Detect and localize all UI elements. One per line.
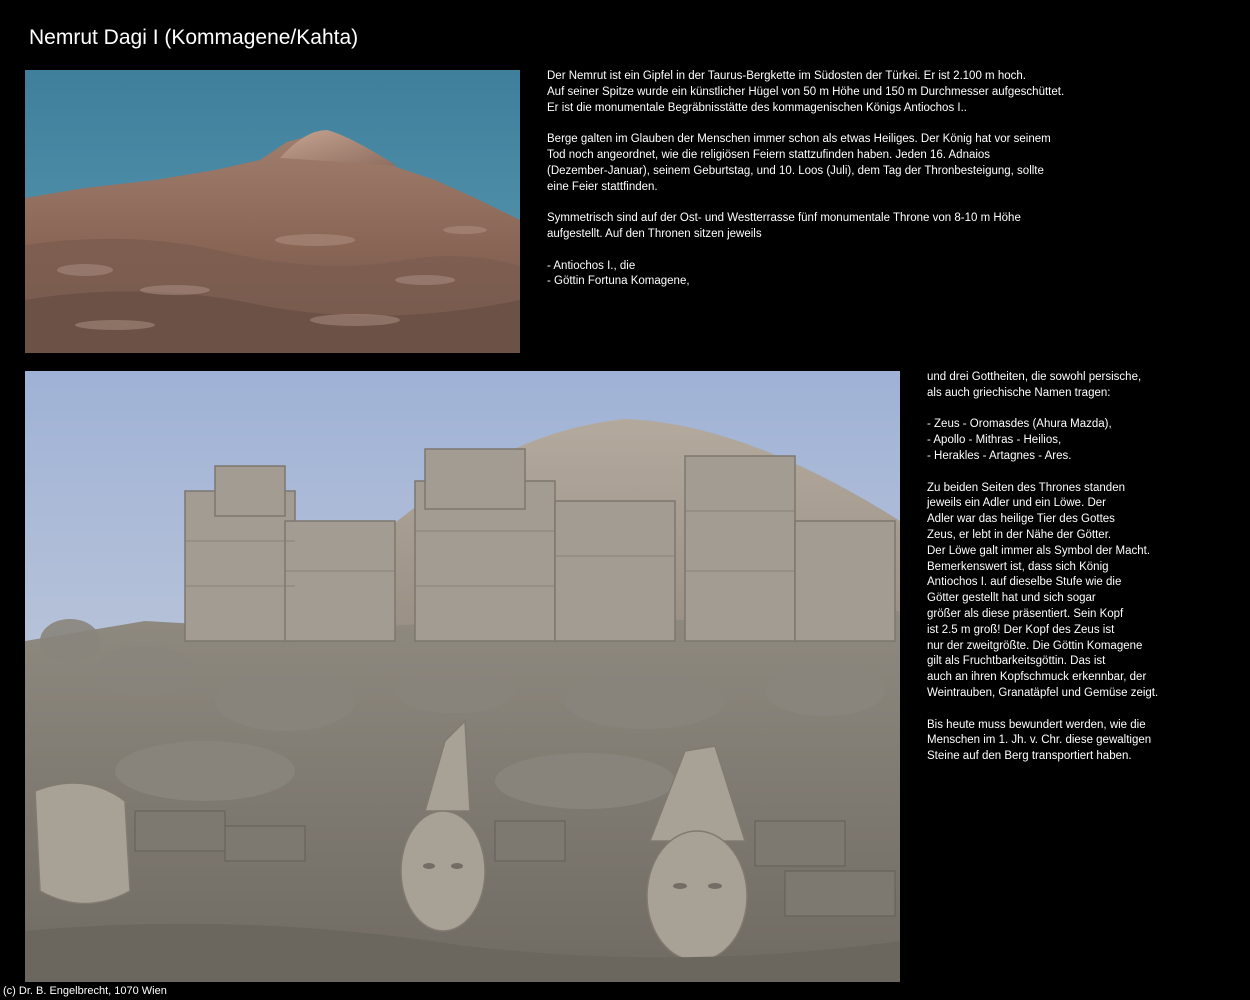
copyright-notice: (c) Dr. B. Engelbrecht, 1070 Wien: [3, 985, 167, 997]
description-text-top: Der Nemrut ist ein Gipfel in der Taurus-Bergkette im Südosten der Türkei. Er ist 2.100 m hoch. Auf seiner Spitze wurde ein künstlicher Hügel von 50 m Höhe und 150 m Durchmesser aufgeschüttet. Er ist die monumentale Begräbnisstätte des kommagenischen Königs Antiochos I.. Berge galten im Glauben der Menschen immer schon als etwas Heiliges. Der König hat vor seinem Tod noch angeordnet, wie die religiösen Feiern stattzufinden haben. Jeden 16. Adnaios (Dezember-Januar), seinem Geburtstag, und 10. Loos (Juli), dem Tag der Thronbesteigung, sollte eine Feier stattfinden. Symmetrisch sind auf der Ost- und Westterrasse fünf monumentale Throne von 8-10 m Höhe aufgestellt. Auf den Thronen sitzen jeweils - Antiochos I., die - Göttin Fortuna Komagene,: [547, 70, 1065, 288]
description-text-bottom: und drei Gottheiten, die sowohl persische, als auch griechische Namen tragen: - Zeus - Oromasdes (Ahura Mazda), - Apollo - Mithras - Heilios, - Herakles - Artagnes - Ares. Zu beiden Seiten des Thrones standen jeweils ein Adler und ein Löwe. Der Adler war das heilige Tier des Gottes Zeus, er lebt in der Nähe der Götter. Der Löwe galt immer als Symbol der Macht. Bemerkenswert ist, dass sich König Antiochos I. auf dieselbe Stufe wie die Götter gestellt hat und sich sogar größer als diese präsentiert. Sein Kopf ist 2.5 m groß! Der Kopf des Zeus ist nur der zweitgrößte. Die Göttin Komagene gilt als Fruchtbarkeitsgöttin. Das ist auch an ihren Kopfschmuck erkennbar, der Weintrauben, Granatäpfel und Gemüse zeigt. Bis heute muss bewundert werden, wie die Menschen im 1. Jh. v. Chr. diese gewaltigen Steine auf den Berg transportiert haben.: [927, 371, 1159, 763]
page-title: Nemrut Dagi I (Kommagene/Kahta): [29, 26, 359, 49]
statues-terrace-photo: [25, 371, 900, 982]
mountain-summit-photo: [25, 70, 520, 353]
